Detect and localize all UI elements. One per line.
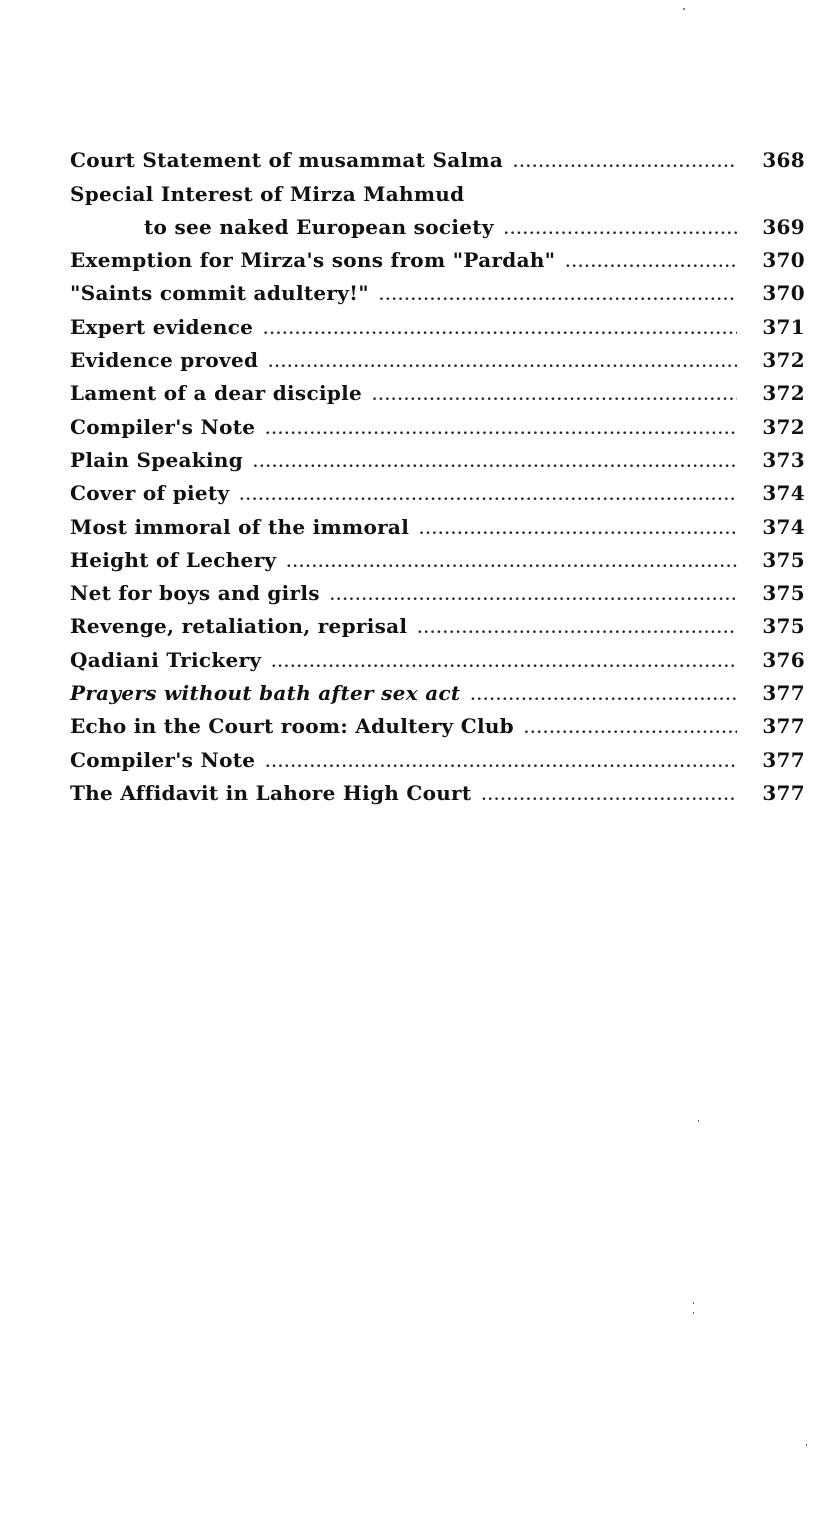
toc-entry-title: Qadiani Trickery bbox=[70, 647, 262, 672]
toc-entry bbox=[70, 676, 805, 709]
scan-speck bbox=[693, 1302, 694, 1304]
toc-entry-page: 375 bbox=[762, 614, 805, 639]
toc-entry bbox=[70, 509, 805, 542]
toc-entry-title: Echo in the Court room: Adultery Club bbox=[70, 714, 514, 739]
toc-entry-page: 368 bbox=[762, 148, 805, 173]
dot-leader bbox=[330, 589, 737, 603]
toc-entry-page: 370 bbox=[762, 281, 805, 306]
scan-speck bbox=[698, 1120, 699, 1122]
dot-leader bbox=[524, 722, 737, 736]
table-of-contents bbox=[70, 143, 805, 809]
toc-entry-title: Cover of piety bbox=[70, 481, 230, 506]
toc-entry bbox=[70, 210, 805, 243]
dot-leader bbox=[265, 423, 737, 437]
toc-entry bbox=[70, 176, 805, 209]
toc-entry-title: The Affidavit in Lahore High Court bbox=[70, 780, 472, 805]
toc-entry-page: 377 bbox=[762, 780, 805, 805]
toc-entry bbox=[70, 742, 805, 775]
toc-entry bbox=[70, 543, 805, 576]
toc-entry-title: to see naked European society bbox=[144, 214, 494, 239]
dot-leader bbox=[470, 689, 737, 703]
dot-leader bbox=[239, 489, 737, 503]
toc-entry-title: Exemption for Mirza's sons from "Pardah" bbox=[70, 248, 556, 273]
toc-entry-page: 372 bbox=[762, 381, 805, 406]
toc-entry bbox=[70, 776, 805, 809]
toc-entry bbox=[70, 709, 805, 742]
toc-entry bbox=[70, 276, 805, 309]
dot-leader bbox=[263, 323, 737, 337]
toc-entry-page: 371 bbox=[762, 314, 805, 339]
toc-entry-title: Net for boys and girls bbox=[70, 581, 320, 606]
dot-leader bbox=[565, 256, 737, 270]
toc-entry bbox=[70, 476, 805, 509]
dot-leader bbox=[419, 523, 737, 537]
toc-entry bbox=[70, 609, 805, 642]
toc-entry-page: 374 bbox=[762, 514, 805, 539]
toc-entry-page: 377 bbox=[762, 747, 805, 772]
toc-entry bbox=[70, 642, 805, 675]
toc-entry bbox=[70, 576, 805, 609]
toc-entry-page: 376 bbox=[762, 647, 805, 672]
dot-leader bbox=[271, 656, 737, 670]
toc-entry bbox=[70, 343, 805, 376]
scan-speck bbox=[806, 1444, 807, 1446]
toc-entry-page: 374 bbox=[762, 481, 805, 506]
toc-entry-title: Expert evidence bbox=[70, 314, 254, 339]
toc-entry-page: 375 bbox=[762, 547, 805, 572]
toc-entry-page: 369 bbox=[762, 214, 805, 239]
toc-entry-title: Most immoral of the immoral bbox=[70, 514, 410, 539]
dot-leader bbox=[481, 789, 737, 803]
toc-entry-title: Special Interest of Mirza Mahmud bbox=[70, 181, 465, 206]
toc-entry-page: 373 bbox=[762, 447, 805, 472]
toc-entry bbox=[70, 443, 805, 476]
toc-entry-title: Lament of a dear disciple bbox=[70, 381, 363, 406]
toc-entry bbox=[70, 143, 805, 176]
toc-entry-title: Prayers without bath after sex act bbox=[70, 681, 461, 706]
toc-entry-title: Revenge, retaliation, reprisal bbox=[70, 614, 408, 639]
toc-entry-title: Plain Speaking bbox=[70, 447, 243, 472]
dot-leader bbox=[286, 556, 737, 570]
dot-leader bbox=[379, 289, 737, 303]
toc-entry bbox=[70, 243, 805, 276]
toc-entry-title: Height of Lechery bbox=[70, 547, 277, 572]
dot-leader bbox=[513, 156, 737, 170]
toc-entry bbox=[70, 409, 805, 442]
toc-entry bbox=[70, 309, 805, 342]
toc-entry-page: 372 bbox=[762, 414, 805, 439]
toc-entry-title: Evidence proved bbox=[70, 348, 259, 373]
toc-entry-page: 372 bbox=[762, 348, 805, 373]
dot-leader bbox=[253, 456, 737, 470]
toc-entry-page: 375 bbox=[762, 581, 805, 606]
scan-speck bbox=[693, 1312, 694, 1314]
dot-leader bbox=[504, 223, 737, 237]
toc-entry-page: 370 bbox=[762, 248, 805, 273]
dot-leader bbox=[268, 356, 737, 370]
dot-leader bbox=[265, 756, 737, 770]
toc-entry-title: Court Statement of musammat Salma bbox=[70, 148, 504, 173]
toc-entry-title: Compiler's Note bbox=[70, 414, 256, 439]
toc-entry-title: "Saints commit adultery!" bbox=[70, 281, 369, 306]
toc-entry bbox=[70, 376, 805, 409]
scan-speck bbox=[683, 8, 685, 10]
dot-leader bbox=[417, 622, 737, 636]
dot-leader bbox=[372, 389, 737, 403]
toc-entry-page: 377 bbox=[762, 681, 805, 706]
toc-entry-page: 377 bbox=[762, 714, 805, 739]
toc-entry-title: Compiler's Note bbox=[70, 747, 256, 772]
